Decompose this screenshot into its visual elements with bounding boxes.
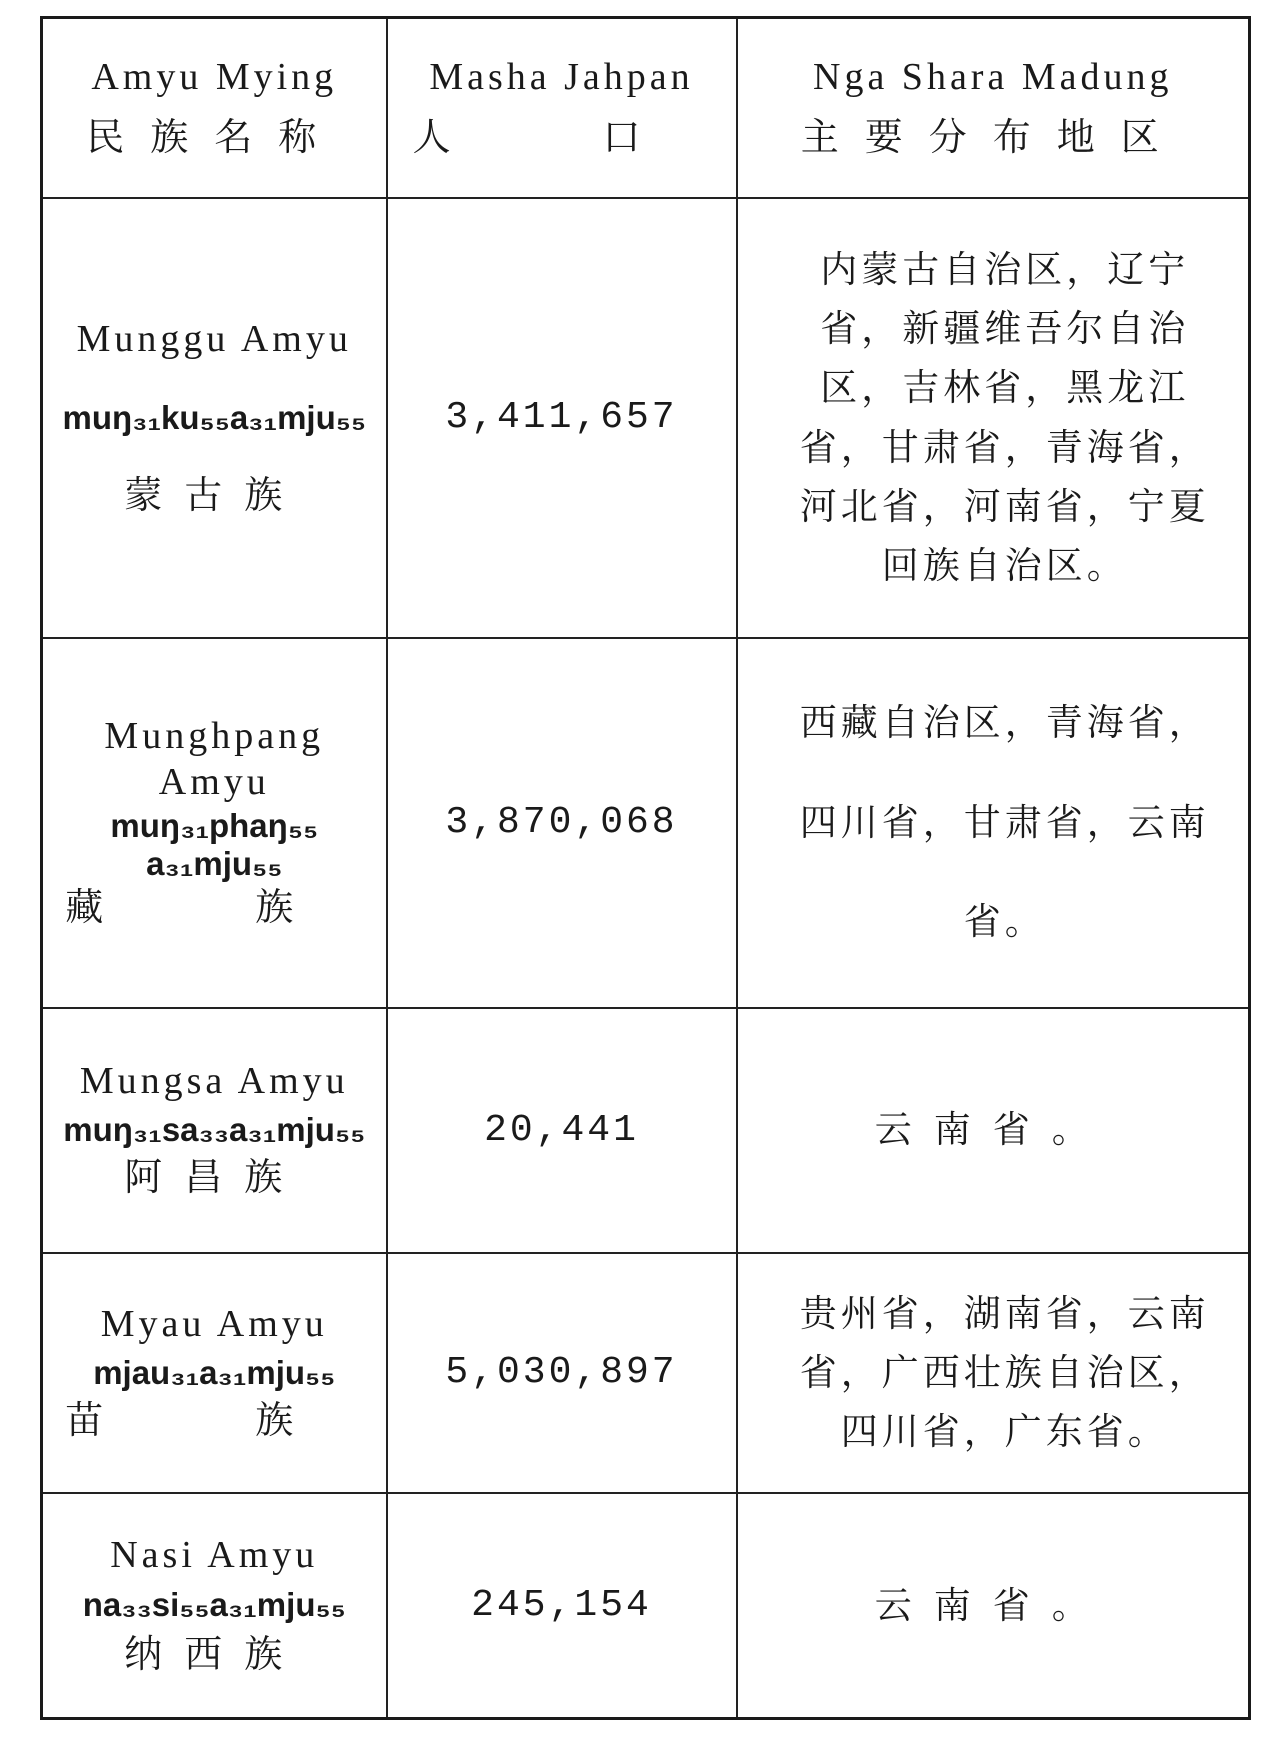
nationality-name-latin: Munggu Amyu [76,317,352,360]
nationality-phonetic: muŋ₃₁phaŋ₅₅ a₃₁mju₅₅ [110,807,319,883]
regions-text: 云南省。 [737,1493,1250,1719]
table-row [42,1493,1250,1719]
regions-text: 贵州省，湖南省，云南省，广西壮族自治区，四川省，广东省。 [737,1253,1250,1493]
population-value: 3,870,068 [387,638,737,1008]
nationality-name-latin: Mungsa Amyu [79,1060,349,1103]
regions-text: 西藏自治区，青海省，四川省，甘肃省，云南省。 [737,638,1250,1008]
header-name-chinese: 民族名称 [86,114,343,159]
nationality-phonetic: muŋ₃₁ku₅₅a₃₁mju₅₅ [62,398,367,436]
population-value: 20,441 [387,1008,737,1253]
nationality-cell [42,638,387,1008]
header-population-chinese: 人 口 [412,114,711,159]
table-row [42,638,1250,1008]
nationalities-table [40,16,1251,1720]
header-regions [737,18,1250,198]
header-population [387,18,737,198]
nationality-name-latin: Nasi Amyu [110,1533,319,1576]
nationality-name-latin: Myau Amyu [100,1302,328,1345]
header-regions-chinese: 主要分布地区 [800,114,1185,159]
nationality-phonetic: mjau₃₁a₃₁mju₅₅ [93,1353,336,1391]
regions-text: 内蒙古自治区，辽宁省，新疆维吾尔自治区，吉林省，黑龙江省，甘肃省，青海省，河北省，河南省，宁夏回族自治区。 [737,198,1250,638]
nationality-cell [42,1008,387,1253]
header-regions-latin: Nga Shara Madung [813,56,1173,99]
nationality-phonetic: na₃₃si₅₅a₃₁mju₅₅ [82,1586,346,1624]
nationality-name-chinese: 蒙古族 [124,472,305,517]
header-population-latin: Masha Jahpan [429,56,694,99]
table-row [42,1253,1250,1493]
header-name-latin: Amyu Mying [91,56,338,99]
nationality-name-latin: Munghpang Amyu [104,715,325,803]
table-row [42,198,1250,638]
nationality-name-chinese: 纳西族 [124,1632,305,1677]
nationality-cell [42,1493,387,1719]
nationality-name-chinese: 阿昌族 [124,1155,305,1199]
regions-text: 云南省。 [737,1008,1250,1253]
nationality-cell [42,198,387,638]
nationality-name-chinese: 藏 族 [65,885,364,930]
population-value: 5,030,897 [387,1253,737,1493]
nationality-name-chinese: 苗 族 [65,1397,364,1442]
nationality-phonetic: muŋ₃₁sa₃₃a₃₁mju₅₅ [63,1111,366,1148]
table-row [42,1008,1250,1253]
nationality-cell [42,1253,387,1493]
header-name [42,18,387,198]
population-value: 245,154 [387,1493,737,1719]
header-row [42,18,1250,198]
population-value: 3,411,657 [387,198,737,638]
